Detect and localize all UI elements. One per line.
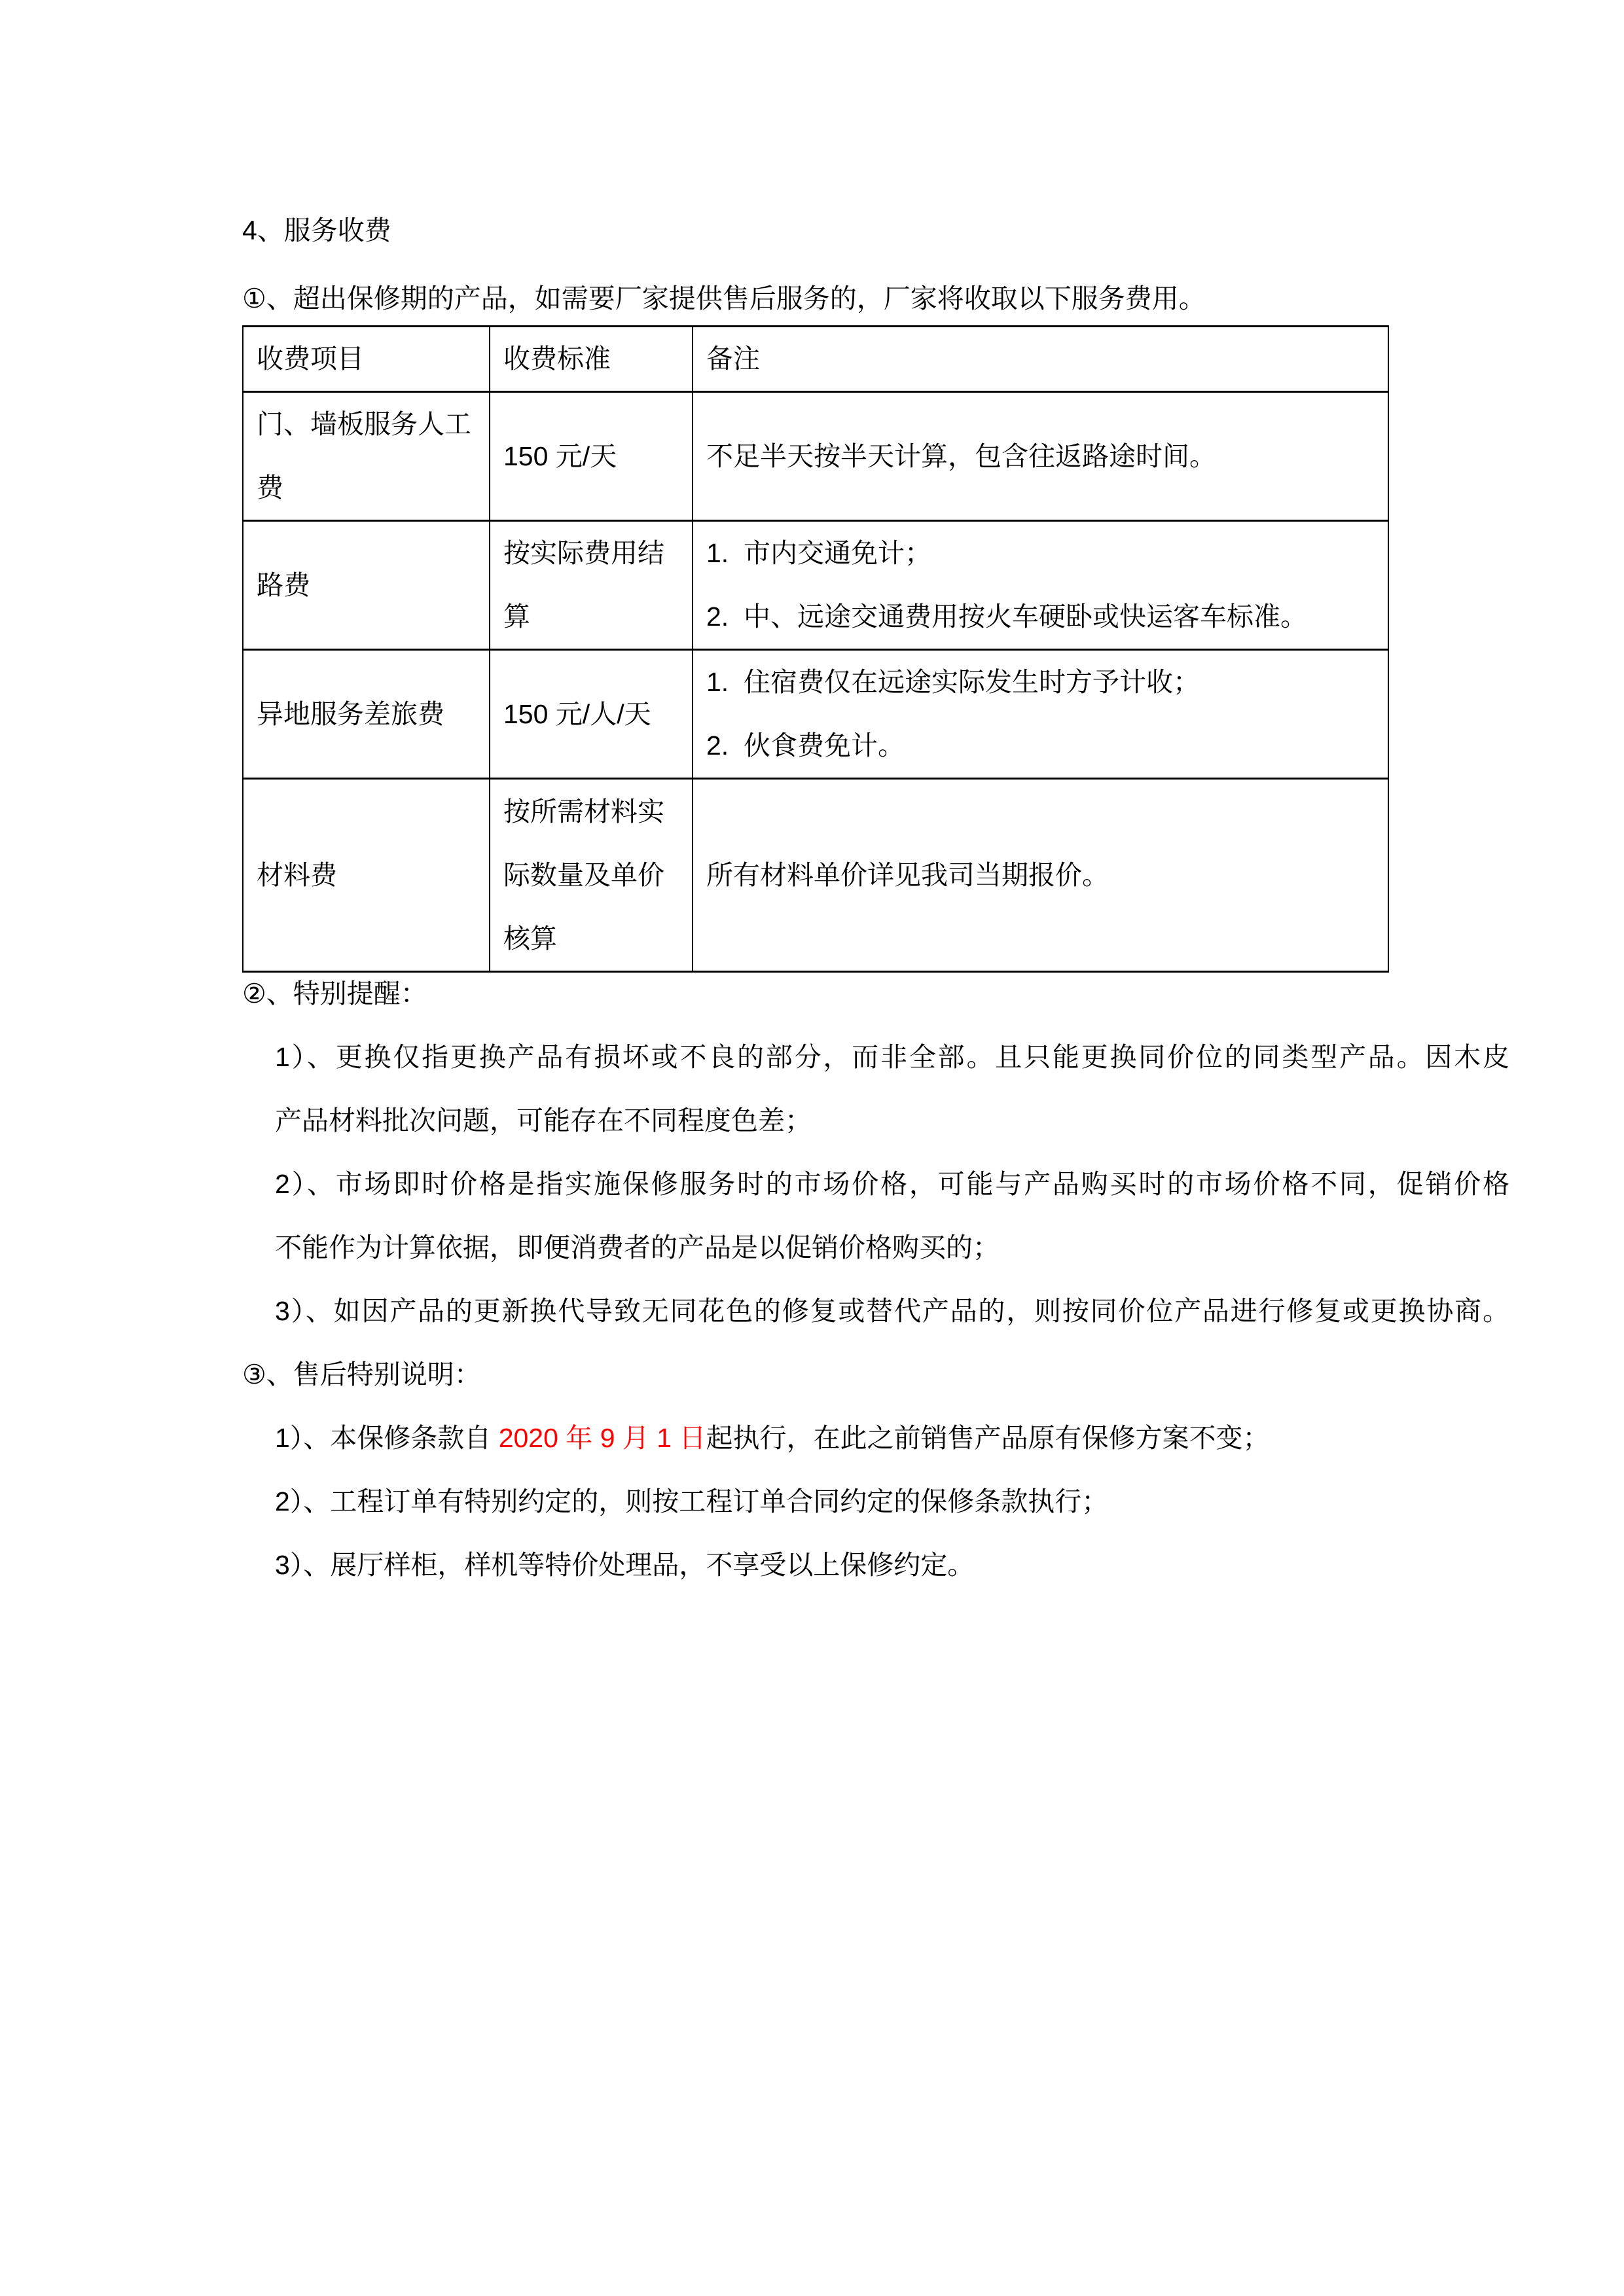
table-row xyxy=(243,521,1388,650)
reminder-item-3: 3）、如因产品的更新换代导致无同花色的修复或替代产品的，则按同价位产品进行修复或更换协商。 xyxy=(275,1296,1509,1326)
fee-table-header-row xyxy=(243,327,1388,392)
aftersale-item-1-prefix: 1）、本保修条款自 xyxy=(275,1423,499,1453)
fee-item-cell: 门、墙板服务人工费 xyxy=(243,392,490,521)
fee-standard-cell: 按实际费用结算 xyxy=(490,521,693,650)
aftersale-item-2: 2）、工程订单有特别约定的，则按工程订单合同约定的保修条款执行； xyxy=(275,1486,1109,1516)
aftersale-item-1 xyxy=(242,1407,1509,1470)
fee-standard-cell: 150 元/天 xyxy=(490,392,693,521)
effective-date-highlight: 2020 年 9 月 1 日 xyxy=(498,1423,706,1453)
aftersale-notes-section xyxy=(242,1343,1509,1597)
fee-notes-cell xyxy=(693,521,1388,650)
fee-item-cell: 异地服务差旅费 xyxy=(243,650,490,779)
note-line: 1. 住宿费仅在远途实际发生时方予计收； xyxy=(706,667,1200,697)
table-row xyxy=(243,392,1388,521)
fee-item-cell: 材料费 xyxy=(243,779,490,972)
note-line: 1. 市内交通免计； xyxy=(706,538,931,568)
fee-standard-cell: 按所需材料实际数量及单价核算 xyxy=(490,779,693,972)
table-row xyxy=(243,650,1388,779)
fee-notes-cell xyxy=(693,650,1388,779)
fee-item-cell: 路费 xyxy=(243,521,490,650)
reminder-item-1-line-2: 产品材料批次问题，可能存在不同程度色差； xyxy=(275,1105,812,1136)
note-line: 所有材料单价详见我司当期报价。 xyxy=(706,859,1109,890)
special-reminder-heading: ②、特别提醒： xyxy=(242,978,427,1009)
aftersale-item-3: 3）、展厅样柜，样机等特价处理品，不享受以上保修约定。 xyxy=(275,1550,975,1580)
fee-table xyxy=(242,325,1389,973)
table-row xyxy=(243,779,1388,972)
section-title: 4、服务收费 xyxy=(242,215,391,245)
note-line: 2. 中、远途交通费用按火车硬卧或快运客车标准。 xyxy=(706,601,1307,632)
col-header-standard: 收费标准 xyxy=(490,327,693,392)
fee-notes-cell xyxy=(693,392,1388,521)
aftersale-item-1-suffix: 起执行，在此之前销售产品原有保修方案不变； xyxy=(706,1423,1270,1453)
col-header-notes: 备注 xyxy=(693,327,1388,392)
fee-notes-cell xyxy=(693,779,1388,972)
intro-paragraph: ①、超出保修期的产品，如需要厂家提供售后服务的，厂家将收取以下服务费用。 xyxy=(242,283,1206,314)
col-header-item: 收费项目 xyxy=(243,327,490,392)
reminder-item-1-line-1: 1）、更换仅指更换产品有损坏或不良的部分，而非全部。且只能更换同价位的同类型产品。因木皮 xyxy=(275,1042,1509,1072)
reminder-item-2-line-1: 2）、市场即时价格是指实施保修服务时的市场价格，可能与产品购买时的市场价格不同，促销价格 xyxy=(275,1169,1509,1199)
note-line: 2. 伙食费免计。 xyxy=(706,730,905,761)
fee-standard-cell: 150 元/人/天 xyxy=(490,650,693,779)
note-line: 不足半天按半天计算，包含往返路途时间。 xyxy=(706,440,1216,471)
special-reminder-section xyxy=(242,962,1509,1343)
aftersale-notes-heading: ③、售后特别说明： xyxy=(242,1359,481,1390)
reminder-item-2-line-2: 不能作为计算依据，即便消费者的产品是以促销价格购买的； xyxy=(275,1232,1000,1263)
